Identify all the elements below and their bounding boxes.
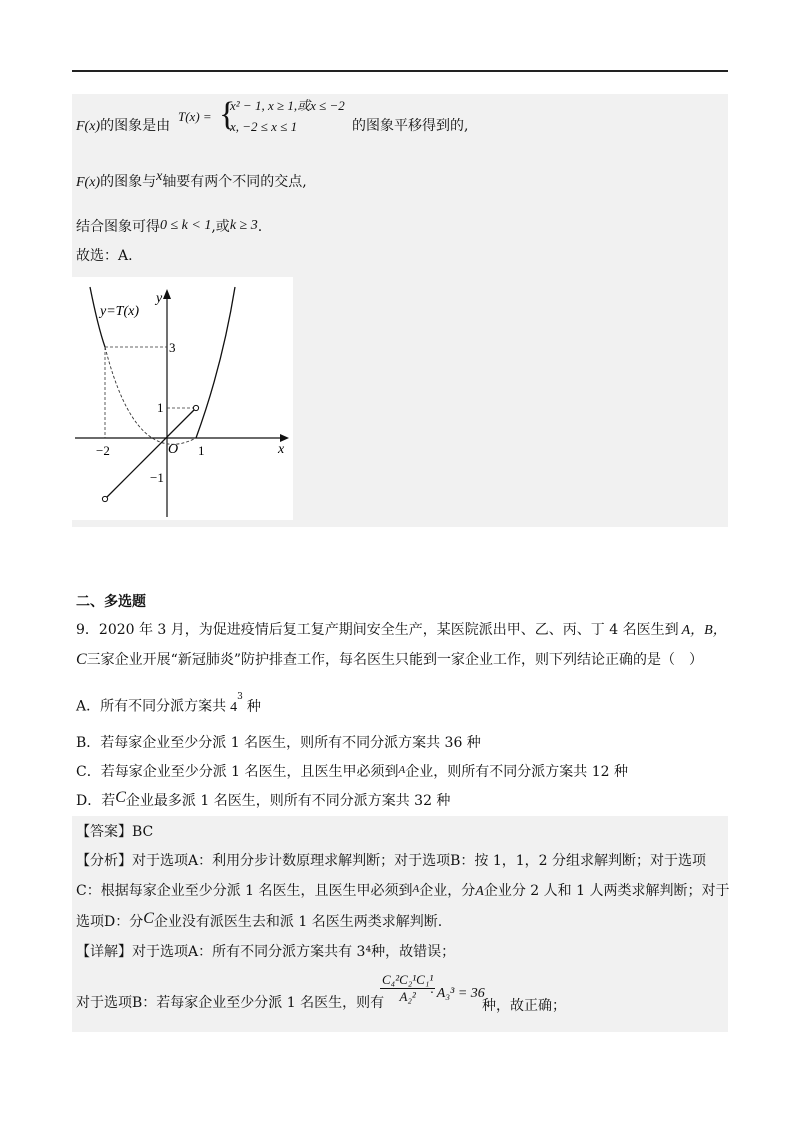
fraction-numerator: C₄²C₂¹C₁¹ (382, 972, 434, 987)
text: A．所有不同分派方案共 (76, 698, 227, 715)
math: 0 ≤ k < 1 (160, 218, 212, 233)
text: 企业，分 (419, 883, 476, 899)
y-axis-arrow (163, 289, 171, 299)
x-symbol: x (156, 169, 163, 184)
formula-rest: · A₃³ = 36 (430, 986, 485, 1001)
option-c (76, 762, 628, 783)
graph-svg (72, 277, 293, 520)
fx-symbol: F(x) (76, 175, 101, 190)
text: 企业分 2 人和 1 人两类求解判断；对于 (483, 883, 730, 899)
option-d (76, 791, 450, 811)
answer-line: 【答案】BC (76, 824, 154, 840)
text: 企业最多派 1 名医生，则所有不同分派方案共 32 种 (125, 793, 451, 809)
solution-line-3 (76, 217, 262, 238)
text: 的图象是由 (100, 118, 171, 134)
tick-3: 3 (169, 340, 176, 355)
math: C (115, 789, 126, 806)
text: C：根据每家企业至少分派 1 名医生，且医生甲必须到 (76, 883, 413, 899)
text: 企业，则所有不同分派方案共 12 种 (405, 764, 628, 780)
tick-neg1: −1 (150, 470, 164, 485)
math: C (76, 651, 87, 668)
text: 对于选项B：若每家企业至少分派 1 名医生，则有 (76, 995, 385, 1011)
line-segment (105, 408, 196, 499)
tick-1-x: 1 (198, 443, 205, 458)
text: 三家企业开展“新冠肺炎”防护排查工作，每名医生只能到一家企业工作，则下列结论正确的是（ ） (86, 652, 703, 668)
tick-neg2: −2 (96, 443, 110, 458)
question-stem-1 (76, 620, 727, 641)
text: . (257, 219, 263, 235)
analysis-line-1: 【分析】对于选项A：利用分步计数原理求解判断；对于选项B：按 1，1，2 分组求解判断；对于选项 (76, 853, 707, 869)
tx-symbol: T(x) = (178, 109, 212, 124)
math: A (398, 764, 406, 776)
fraction (380, 972, 435, 1005)
solution-line-1 (76, 116, 170, 137)
superscript: 3 (237, 692, 243, 702)
solution-line-1-end: 的图象平移得到的, (352, 118, 469, 134)
text: 选项D：分 (76, 914, 144, 930)
detail-line-2-end: 种，故正确； (482, 998, 566, 1014)
text: 结合图象可得 (76, 219, 160, 235)
curve-label: y=T(x) (100, 304, 139, 319)
x-axis-label: x (278, 442, 285, 457)
origin-label: O (168, 442, 179, 457)
text: C．若每家企业至少分派 1 名医生，且医生甲必须到 (76, 764, 399, 780)
piece-2: x, −2 ≤ x ≤ 1 (230, 119, 298, 134)
parabola-right-branch (196, 287, 235, 438)
detail-line-1: 【详解】对于选项A：所有不同分派方案共有 3⁴种，故错误； (76, 944, 456, 960)
text: 9．2020 年 3 月，为促进疫情后复工复产期间安全生产，某医院派出甲、乙、丙、丁 4 名医生到 (76, 622, 679, 638)
text: 的图象与 (100, 174, 157, 190)
detail-line-2 (76, 993, 384, 1013)
text: D．若 (76, 793, 116, 809)
brace: { (219, 96, 236, 133)
math: A (412, 883, 420, 895)
fx-symbol: F(x) (76, 119, 101, 134)
x-axis-arrow (280, 434, 289, 442)
header-rule (72, 70, 728, 72)
text: 种 (246, 698, 261, 715)
tx-label (178, 108, 212, 126)
math: k ≥ 3 (229, 218, 258, 233)
math: A，B， (681, 623, 727, 638)
math: C (143, 910, 154, 927)
fraction-denominator: A₂² (399, 989, 416, 1004)
open-point-left (102, 496, 107, 501)
math: A (475, 884, 484, 899)
solution-answer: 故选：A. (76, 248, 133, 264)
function-graph (72, 277, 293, 520)
text: 轴要有两个不同的交点, (162, 174, 307, 190)
text: 企业没有派医生去和派 1 名医生两类求解判断. (153, 914, 443, 930)
section-title: 二、多选题 (76, 594, 146, 610)
open-point-right (193, 405, 198, 410)
solution-line-2 (76, 169, 307, 193)
piece-1: x² − 1, x ≥ 1,或x ≤ −2 (230, 98, 345, 113)
analysis-line-3 (76, 912, 442, 932)
tick-1-y: 1 (157, 400, 164, 415)
option-a (76, 693, 261, 718)
analysis-line-2 (76, 881, 729, 902)
option-b: B．若每家企业至少分派 1 名医生，则所有不同分派方案共 36 种 (76, 735, 481, 751)
math: 4 (230, 699, 238, 715)
text: ,或 (211, 219, 230, 235)
question-stem-2 (76, 650, 703, 670)
y-axis-label: y (156, 291, 163, 306)
dashed-parabola (105, 347, 196, 444)
